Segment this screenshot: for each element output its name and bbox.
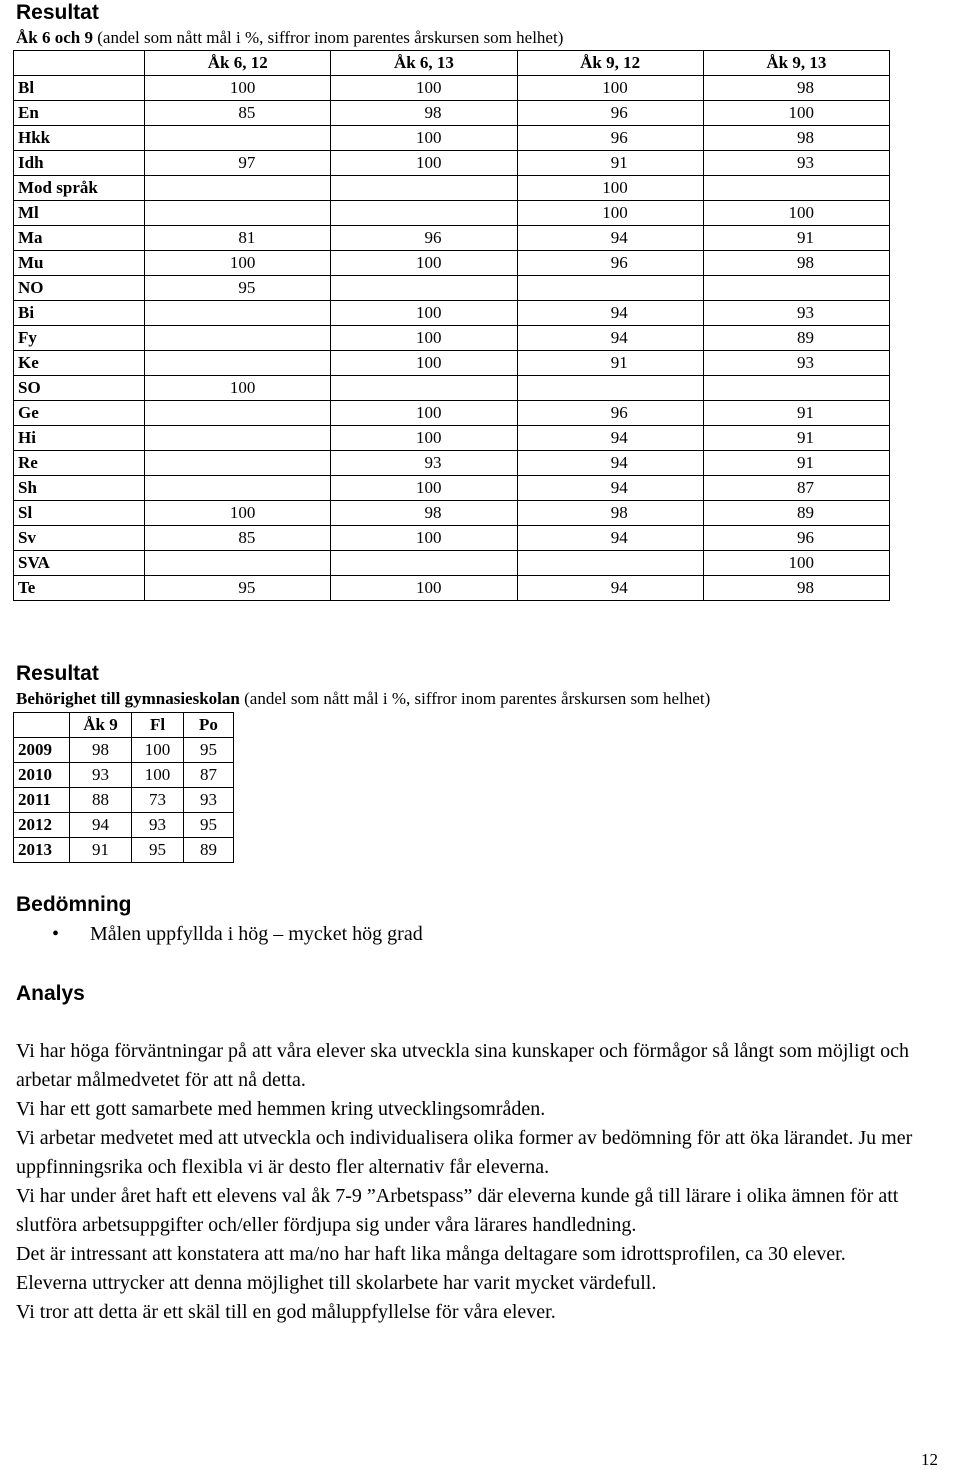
value-cell xyxy=(703,276,889,301)
value-cell: 100 xyxy=(331,351,517,376)
value-cell: 95 xyxy=(145,576,331,601)
table-row xyxy=(14,76,890,101)
table-row xyxy=(14,838,234,863)
table-row xyxy=(14,788,234,813)
value-cell xyxy=(145,201,331,226)
column-header: Åk 9, 12 xyxy=(517,51,703,76)
subject-cell: Sh xyxy=(14,476,145,501)
value-cell: 100 xyxy=(145,501,331,526)
value-cell: 98 xyxy=(70,738,132,763)
value-cell: 100 xyxy=(703,551,889,576)
table-row xyxy=(14,326,890,351)
analysis-paragraph: Det är intressant att konstatera att ma/no har haft lika många deltagare som idrottsprofilen, ca 30 elever. xyxy=(16,1243,846,1265)
value-cell: 98 xyxy=(703,576,889,601)
subject-cell: Mod språk xyxy=(14,176,145,201)
value-cell: 87 xyxy=(703,476,889,501)
table-row xyxy=(14,576,890,601)
value-cell: 100 xyxy=(145,376,331,401)
table-row xyxy=(14,738,234,763)
subject-cell: Re xyxy=(14,451,145,476)
value-cell xyxy=(703,376,889,401)
value-cell: 98 xyxy=(703,76,889,101)
value-cell: 100 xyxy=(703,101,889,126)
subject-cell: Ge xyxy=(14,401,145,426)
analysis-heading: Analys xyxy=(16,982,85,1005)
subject-cell: NO xyxy=(14,276,145,301)
value-cell: 91 xyxy=(70,838,132,863)
table-row xyxy=(14,151,890,176)
value-cell xyxy=(145,426,331,451)
table-row xyxy=(14,813,234,838)
value-cell xyxy=(331,276,517,301)
year-cell: 2011 xyxy=(14,788,70,813)
value-cell: 89 xyxy=(184,838,234,863)
year-cell: 2013 xyxy=(14,838,70,863)
value-cell: 98 xyxy=(703,126,889,151)
value-cell: 96 xyxy=(703,526,889,551)
value-cell: 100 xyxy=(331,526,517,551)
value-cell: 97 xyxy=(145,151,331,176)
section2-subtitle xyxy=(16,689,710,709)
subject-cell: Ma xyxy=(14,226,145,251)
column-header-empty xyxy=(14,713,70,738)
analysis-paragraph: Vi har under året haft ett elevens val åk 7-9 ”Arbetspass” där eleverna kunde gå till lärare i olika ämnen för att slutföra arbetsuppgifter och/eller fördjupa sig under våra lärares handledning. xyxy=(16,1185,899,1236)
value-cell: 93 xyxy=(703,151,889,176)
value-cell: 93 xyxy=(70,763,132,788)
table-row xyxy=(14,126,890,151)
value-cell: 100 xyxy=(517,176,703,201)
analysis-body xyxy=(16,1037,951,1327)
value-cell: 91 xyxy=(703,451,889,476)
table-row xyxy=(14,426,890,451)
value-cell: 93 xyxy=(331,451,517,476)
value-cell: 95 xyxy=(145,276,331,301)
column-header: Po xyxy=(184,713,234,738)
page-number: 12 xyxy=(921,1450,938,1469)
value-cell: 100 xyxy=(703,201,889,226)
table-row xyxy=(14,501,890,526)
value-cell xyxy=(331,201,517,226)
column-header: Åk 9, 13 xyxy=(703,51,889,76)
value-cell: 100 xyxy=(331,476,517,501)
table-header-row xyxy=(14,713,234,738)
assessment-bullet xyxy=(52,923,423,946)
value-cell: 94 xyxy=(517,526,703,551)
value-cell: 100 xyxy=(145,76,331,101)
year-cell: 2012 xyxy=(14,813,70,838)
value-cell: 87 xyxy=(184,763,234,788)
value-cell xyxy=(145,126,331,151)
column-header: Åk 9 xyxy=(70,713,132,738)
value-cell xyxy=(145,551,331,576)
section1-subtitle-rest: (andel som nått mål i %, siffror inom parentes årskursen som helhet) xyxy=(92,28,564,47)
value-cell: 100 xyxy=(331,576,517,601)
column-header-empty xyxy=(14,51,145,76)
value-cell: 94 xyxy=(517,226,703,251)
value-cell: 95 xyxy=(132,838,184,863)
table-row xyxy=(14,376,890,401)
subject-cell: Mu xyxy=(14,251,145,276)
table-row xyxy=(14,451,890,476)
value-cell: 93 xyxy=(132,813,184,838)
subject-cell: Bi xyxy=(14,301,145,326)
section1-subtitle-bold: Åk 6 och 9 xyxy=(16,28,93,47)
value-cell: 98 xyxy=(331,101,517,126)
analysis-paragraph: Vi tror att detta är ett skäl till en god måluppfyllelse för våra elever. xyxy=(16,1301,556,1323)
analysis-paragraph: Vi har höga förväntningar på att våra elever ska utveckla sina kunskaper och förmågor så långt som möjligt och arbetar målmedvetet för att nå detta. xyxy=(16,1040,909,1091)
value-cell: 94 xyxy=(517,451,703,476)
table-row xyxy=(14,763,234,788)
value-cell: 88 xyxy=(70,788,132,813)
section1-heading: Resultat xyxy=(16,1,99,24)
value-cell: 100 xyxy=(331,151,517,176)
value-cell: 91 xyxy=(517,151,703,176)
value-cell: 96 xyxy=(331,226,517,251)
value-cell: 96 xyxy=(517,101,703,126)
value-cell: 98 xyxy=(331,501,517,526)
value-cell: 96 xyxy=(517,401,703,426)
table-row xyxy=(14,226,890,251)
value-cell: 94 xyxy=(517,426,703,451)
section1-subtitle xyxy=(16,28,563,48)
value-cell xyxy=(331,376,517,401)
value-cell: 85 xyxy=(145,101,331,126)
value-cell: 98 xyxy=(703,251,889,276)
value-cell: 100 xyxy=(517,201,703,226)
value-cell: 91 xyxy=(703,426,889,451)
value-cell: 100 xyxy=(132,738,184,763)
subject-cell: Ml xyxy=(14,201,145,226)
value-cell: 85 xyxy=(145,526,331,551)
subject-cell: SO xyxy=(14,376,145,401)
value-cell xyxy=(145,326,331,351)
value-cell: 100 xyxy=(331,401,517,426)
table-row xyxy=(14,276,890,301)
value-cell: 96 xyxy=(517,126,703,151)
value-cell xyxy=(145,451,331,476)
value-cell xyxy=(331,176,517,201)
value-cell: 100 xyxy=(145,251,331,276)
value-cell: 100 xyxy=(517,76,703,101)
value-cell: 100 xyxy=(331,76,517,101)
value-cell xyxy=(145,176,331,201)
table-row xyxy=(14,101,890,126)
value-cell: 95 xyxy=(184,813,234,838)
analysis-paragraph: Vi arbetar medvetet med att utveckla och individualisera olika former av bedömning för att öka lärandet. Ju mer uppfinningsrika och flexibla vi är desto fler alternativ får eleverna. xyxy=(16,1127,913,1178)
value-cell xyxy=(145,301,331,326)
column-header: Åk 6, 12 xyxy=(145,51,331,76)
table-row xyxy=(14,476,890,501)
section2-heading: Resultat xyxy=(16,662,99,685)
subject-cell: Sv xyxy=(14,526,145,551)
value-cell: 93 xyxy=(703,301,889,326)
value-cell xyxy=(145,401,331,426)
value-cell: 100 xyxy=(331,301,517,326)
value-cell xyxy=(703,176,889,201)
value-cell: 91 xyxy=(703,401,889,426)
value-cell: 94 xyxy=(517,301,703,326)
value-cell: 96 xyxy=(517,251,703,276)
subject-cell: Hkk xyxy=(14,126,145,151)
value-cell: 94 xyxy=(517,326,703,351)
subject-cell: Bl xyxy=(14,76,145,101)
value-cell: 94 xyxy=(70,813,132,838)
subject-cell: Hi xyxy=(14,426,145,451)
subject-cell: Ke xyxy=(14,351,145,376)
analysis-paragraph: Vi har ett gott samarbete med hemmen kring utvecklingsområden. xyxy=(16,1098,546,1120)
value-cell: 93 xyxy=(703,351,889,376)
table-row xyxy=(14,551,890,576)
table-row xyxy=(14,301,890,326)
value-cell: 100 xyxy=(331,251,517,276)
subject-cell: Fy xyxy=(14,326,145,351)
value-cell xyxy=(517,276,703,301)
table-row xyxy=(14,401,890,426)
value-cell: 94 xyxy=(517,476,703,501)
year-cell: 2009 xyxy=(14,738,70,763)
subject-cell: Sl xyxy=(14,501,145,526)
column-header: Fl xyxy=(132,713,184,738)
analysis-paragraph: Eleverna uttrycker att denna möjlighet till skolarbete har varit mycket värdefull. xyxy=(16,1272,657,1294)
value-cell xyxy=(517,551,703,576)
value-cell: 93 xyxy=(184,788,234,813)
value-cell: 100 xyxy=(132,763,184,788)
results-table-grade-6-9 xyxy=(13,50,890,601)
assessment-heading: Bedömning xyxy=(16,893,132,916)
value-cell: 81 xyxy=(145,226,331,251)
value-cell xyxy=(145,351,331,376)
section2-subtitle-rest: (andel som nått mål i %, siffror inom parentes årskursen som helhet) xyxy=(239,689,711,708)
value-cell: 89 xyxy=(703,501,889,526)
table-row xyxy=(14,201,890,226)
value-cell: 98 xyxy=(517,501,703,526)
subject-cell: En xyxy=(14,101,145,126)
section2-subtitle-bold: Behörighet till gymnasieskolan xyxy=(16,689,240,708)
assessment-bullet-text: Målen uppfyllda i hög – mycket hög grad xyxy=(90,923,423,945)
table-row xyxy=(14,251,890,276)
value-cell xyxy=(517,376,703,401)
value-cell: 91 xyxy=(703,226,889,251)
value-cell xyxy=(331,551,517,576)
value-cell: 94 xyxy=(517,576,703,601)
table-row xyxy=(14,351,890,376)
value-cell: 100 xyxy=(331,426,517,451)
eligibility-table xyxy=(13,712,234,863)
value-cell: 100 xyxy=(331,126,517,151)
value-cell: 73 xyxy=(132,788,184,813)
value-cell: 89 xyxy=(703,326,889,351)
value-cell: 95 xyxy=(184,738,234,763)
value-cell: 100 xyxy=(331,326,517,351)
value-cell xyxy=(145,476,331,501)
subject-cell: Te xyxy=(14,576,145,601)
table-row xyxy=(14,176,890,201)
subject-cell: Idh xyxy=(14,151,145,176)
table-row xyxy=(14,526,890,551)
bullet-icon: • xyxy=(52,923,60,945)
value-cell: 91 xyxy=(517,351,703,376)
subject-cell: SVA xyxy=(14,551,145,576)
column-header: Åk 6, 13 xyxy=(331,51,517,76)
year-cell: 2010 xyxy=(14,763,70,788)
table-header-row xyxy=(14,51,890,76)
